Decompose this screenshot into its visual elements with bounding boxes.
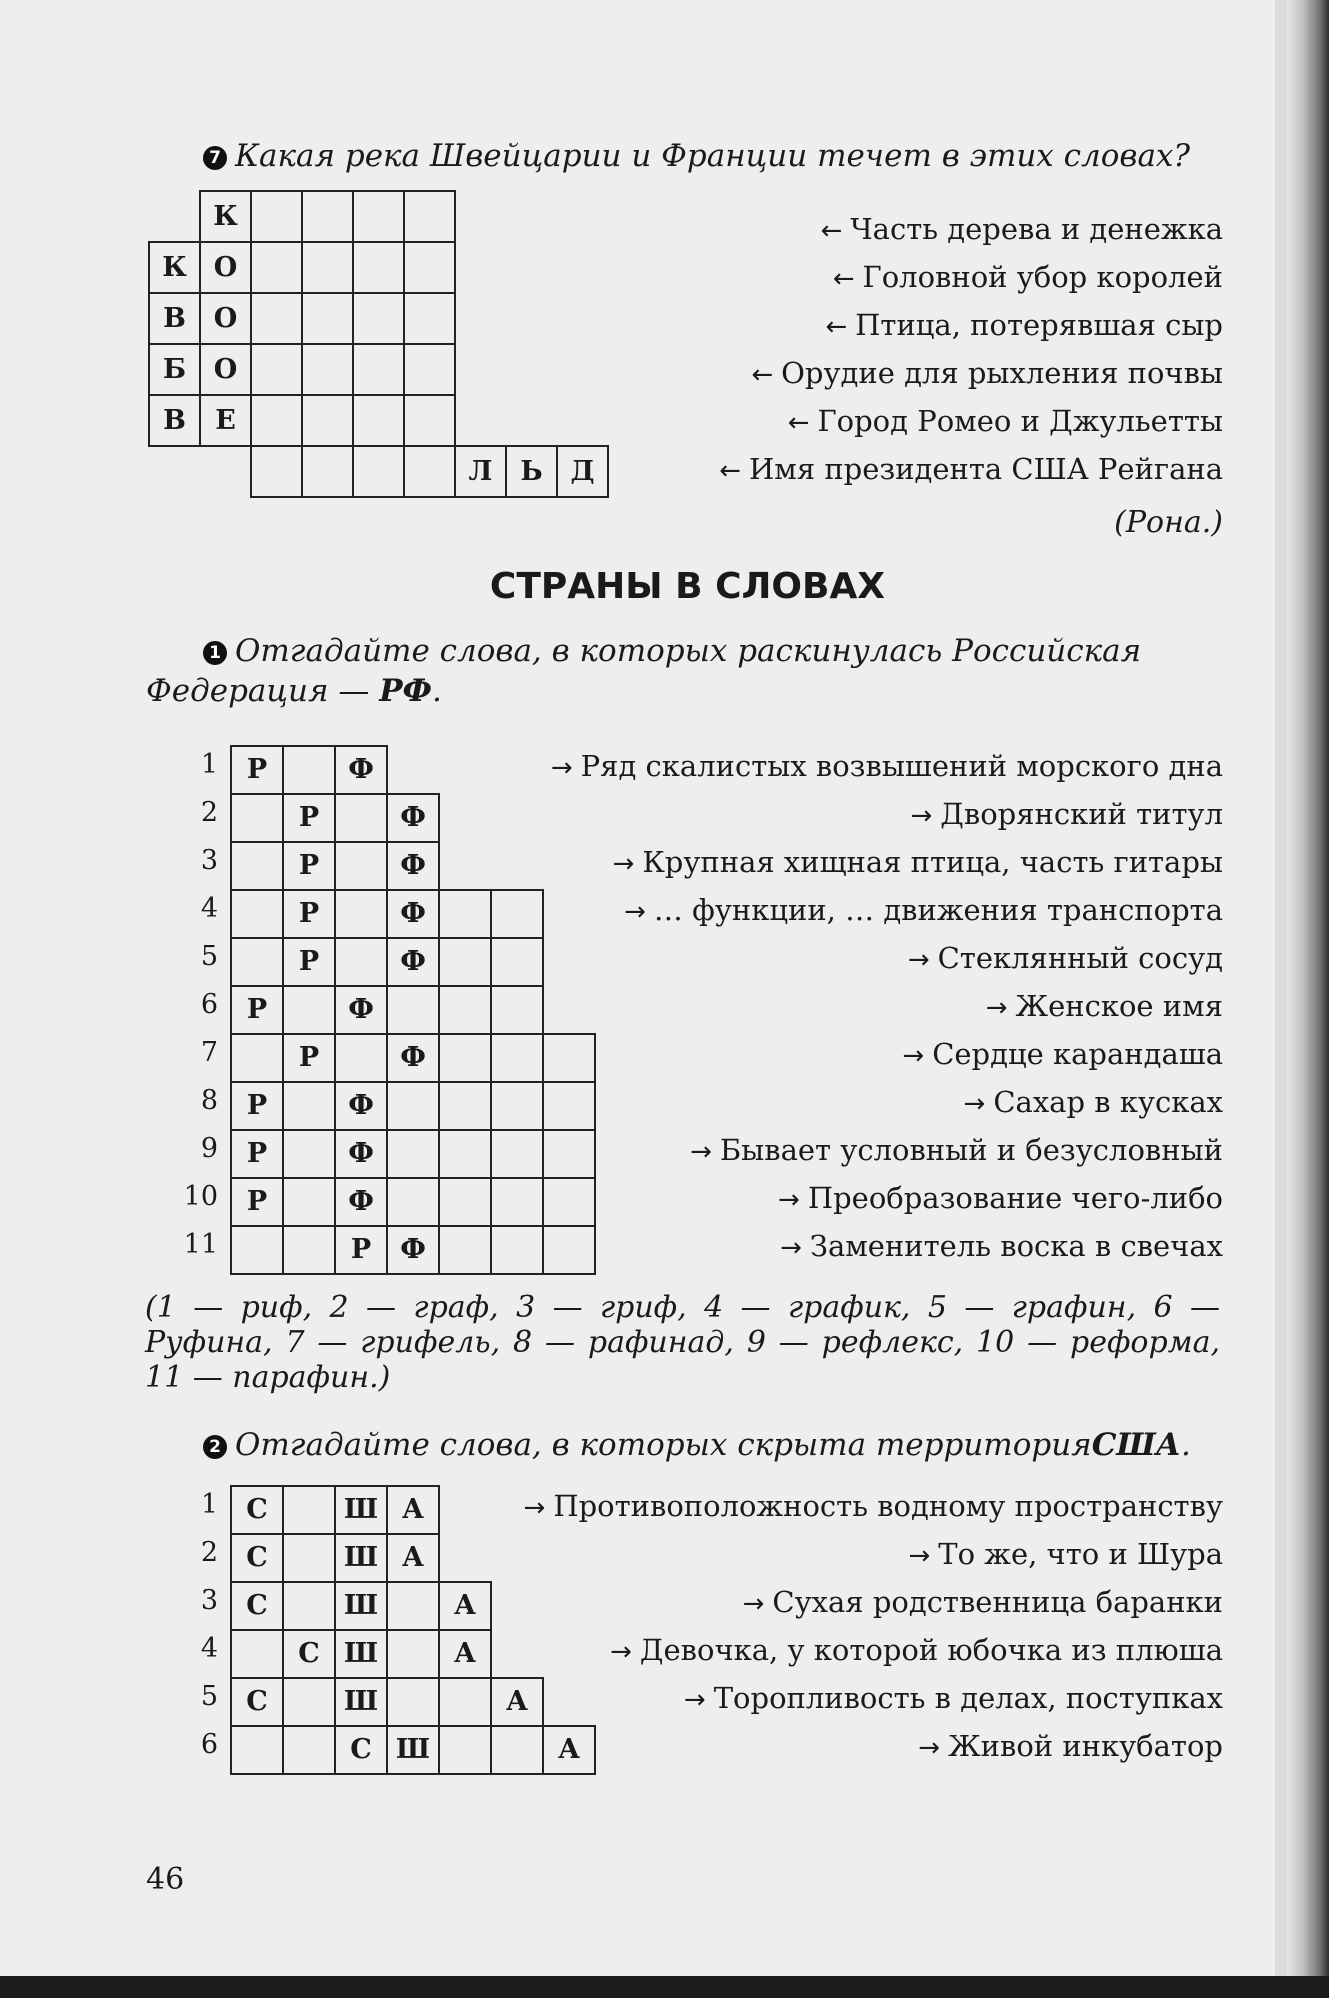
q7-grid-cell (301, 343, 354, 396)
q1-clue (690, 1133, 1223, 1167)
page-number: 46 (146, 1862, 185, 1897)
q2-grid-cell: А (542, 1725, 596, 1775)
q1-row-number: 10 (183, 1181, 218, 1212)
q1-grid-cell: Ф (386, 1225, 440, 1275)
q2-clue (684, 1681, 1223, 1715)
q2-row-number: 3 (200, 1585, 218, 1616)
q1-grid-cell: Р (230, 1129, 284, 1179)
q1-grid-cell: Ф (386, 937, 440, 987)
q7-grid-cell (352, 394, 405, 447)
q1-grid-cell (542, 1033, 596, 1083)
arrow-right-icon: → (690, 1137, 712, 1167)
q1-grid-cell (386, 1081, 440, 1131)
q1-grid-cell (438, 937, 492, 987)
arrow-left-icon: ← (787, 408, 810, 438)
q1-grid-cell (542, 1129, 596, 1179)
q1-grid-cell (334, 889, 388, 939)
q1-grid-cell (490, 937, 544, 987)
q7-clue (751, 356, 1223, 390)
q1-grid-cell: Р (230, 1177, 284, 1227)
q1-heading-line1 (203, 633, 1141, 669)
q1-grid-cell (230, 937, 284, 987)
arrow-right-icon: → (612, 849, 635, 879)
clue-text: Ряд скалистых возвышений морского дна (580, 749, 1223, 783)
clue-text: Девочка, у которой юбочка из плюша (639, 1633, 1223, 1667)
q1-clue (778, 1181, 1223, 1215)
q2-heading (203, 1427, 1191, 1463)
q1-grid-cell: Р (334, 1225, 388, 1275)
q1-row-number: 5 (200, 941, 218, 972)
q2-clue (743, 1585, 1223, 1619)
q1-grid-cell (490, 1225, 544, 1275)
q7-clue-text: Птица, потерявшая сыр (855, 308, 1223, 342)
arrow-right-icon: → (624, 897, 646, 927)
q1-grid-cell (282, 1225, 336, 1275)
q2-grid-cell: А (438, 1629, 492, 1679)
q2-grid-cell: С (230, 1677, 284, 1727)
q1-grid-cell (490, 1033, 544, 1083)
q7-grid-cell (403, 292, 456, 345)
q2-row-number: 2 (200, 1537, 218, 1568)
q1-row-number: 7 (200, 1037, 218, 1068)
q1-row-number: 9 (200, 1133, 218, 1164)
q1-grid-cell: Ф (334, 1177, 388, 1227)
q1-number: 1 (203, 641, 227, 665)
q7-grid-cell: О (199, 241, 252, 294)
q7-clue (788, 404, 1223, 438)
q1-grid-cell (438, 1081, 492, 1131)
q1-row-number: 8 (200, 1085, 218, 1116)
q7-clue (825, 308, 1223, 342)
q2-grid-cell: Ш (334, 1677, 388, 1727)
q1-grid-cell (438, 889, 492, 939)
q2-grid-cell (282, 1581, 336, 1631)
q1-clue (902, 1037, 1223, 1071)
arrow-right-icon: → (908, 1541, 931, 1571)
q2-grid-cell: Ш (334, 1629, 388, 1679)
q7-grid-cell: В (148, 394, 201, 447)
clue-text: Противоположность водному пространству (553, 1489, 1223, 1523)
q2-grid-cell: Ш (386, 1725, 440, 1775)
q7-grid-cell (403, 241, 456, 294)
q1-grid-cell: Р (282, 841, 336, 891)
q1-grid-cell: Ф (334, 1081, 388, 1131)
arrow-left-icon: ← (751, 360, 774, 390)
q7-clue (820, 212, 1223, 246)
q1-grid-cell (490, 1177, 544, 1227)
q7-grid-cell (352, 292, 405, 345)
q1-row-number: 2 (200, 797, 218, 828)
q7-clue-text: Город Ромео и Джульетты (817, 404, 1223, 438)
clue-text: Заменитель воска в свечах (809, 1229, 1223, 1263)
q2-grid-cell (282, 1677, 336, 1727)
q1-grid-cell: Ф (386, 841, 440, 891)
q1-grid-cell (282, 1177, 336, 1227)
q7-grid-cell (352, 241, 405, 294)
q2-grid-cell: Ш (334, 1485, 388, 1535)
page-edge-shadow (1287, 0, 1329, 1998)
q2-clue (610, 1633, 1223, 1667)
clue-text: Сердце карандаша (932, 1037, 1223, 1071)
q2-grid-cell (282, 1485, 336, 1535)
q7-grid-cell (301, 394, 354, 447)
q7-grid-cell: Ь (505, 445, 558, 498)
q2-text: Отгадайте слова, в которых скрыта территория (235, 1427, 1092, 1463)
q2-grid-cell: А (490, 1677, 544, 1727)
q7-grid-cell (301, 445, 354, 498)
q1-grid-cell: Ф (334, 1129, 388, 1179)
q7-grid-cell (403, 343, 456, 396)
q1-grid-cell: Р (282, 889, 336, 939)
q2-grid-cell: С (230, 1533, 284, 1583)
q2-clue (908, 1537, 1223, 1571)
clue-text: Стеклянный сосуд (937, 941, 1223, 975)
q2-text-end: . (1180, 1427, 1191, 1463)
q1-grid-cell (542, 1081, 596, 1131)
q7-grid-cell (403, 394, 456, 447)
q1-grid-cell (386, 985, 440, 1035)
q1-grid-cell (386, 1177, 440, 1227)
q1-grid-cell: Ф (386, 793, 440, 843)
q1-grid-cell: Р (282, 1033, 336, 1083)
arrow-left-icon: ← (825, 312, 848, 342)
q2-grid-cell: С (230, 1581, 284, 1631)
q2-grid-cell: С (230, 1485, 284, 1535)
q1-grid-cell (386, 1129, 440, 1179)
q1-grid-cell (230, 889, 284, 939)
q2-grid-cell (386, 1581, 440, 1631)
q1-grid-cell (334, 841, 388, 891)
q7-clue-text: Орудие для рыхления почвы (781, 356, 1223, 390)
arrow-right-icon: → (918, 1733, 941, 1763)
q2-grid-cell (438, 1677, 492, 1727)
q7-clue (719, 452, 1223, 486)
clue-text: Крупная хищная птица, часть гитары (642, 845, 1223, 879)
clue-text: … функции, … движения транспорта (653, 893, 1223, 927)
q1-row-number: 1 (200, 749, 218, 780)
q2-row-number: 4 (200, 1633, 218, 1664)
q7-grid-cell (301, 292, 354, 345)
clue-text: Сухая родственница баранки (772, 1585, 1223, 1619)
q2-grid-cell: А (386, 1485, 440, 1535)
q2-text-bold: США (1091, 1427, 1181, 1463)
q7-grid-cell (250, 190, 303, 243)
q7-grid-cell (301, 190, 354, 243)
q1-grid-cell (230, 1225, 284, 1275)
q1-grid-cell (438, 1225, 492, 1275)
q7-grid-cell: Б (148, 343, 201, 396)
q1-grid-cell (542, 1225, 596, 1275)
q1-grid-cell (542, 1177, 596, 1227)
q7-clue-text: Имя президента США Рейгана (748, 452, 1223, 486)
clue-text: То же, что и Шура (938, 1537, 1223, 1571)
arrow-right-icon: → (742, 1589, 765, 1619)
clue-text: Сахар в кусках (993, 1085, 1223, 1119)
q2-grid-cell: А (386, 1533, 440, 1583)
q7-grid-cell (403, 190, 456, 243)
clue-text: Живой инкубатор (948, 1729, 1223, 1763)
q7-grid-cell (250, 241, 303, 294)
arrow-right-icon: → (778, 1185, 800, 1215)
q7-grid-cell (250, 445, 303, 498)
q1-answers: (1 — риф, 2 — граф, 3 — гриф, 4 — график, 5 — графин, 6 — Руфина, 7 — грифель, 8 — рафинад, 9 — рефлекс, 10 — реформа, 11 — парафин.) (145, 1290, 1220, 1395)
q7-grid-cell (403, 445, 456, 498)
arrow-right-icon: → (907, 945, 930, 975)
q7-grid-cell: О (199, 292, 252, 345)
q1-grid-cell: Р (230, 745, 284, 795)
q1-grid-cell (282, 985, 336, 1035)
arrow-right-icon: → (523, 1493, 546, 1523)
arrow-right-icon: → (910, 801, 933, 831)
q2-grid-cell: А (438, 1581, 492, 1631)
q2-clue (918, 1729, 1223, 1763)
q7-grid-cell (250, 292, 303, 345)
q7-clue-text: Часть дерева и денежка (850, 212, 1223, 246)
q7-grid-cell: К (148, 241, 201, 294)
section-title: СТРАНЫ В СЛОВАХ (489, 566, 886, 607)
q1-clue (624, 893, 1223, 927)
q2-grid-cell (230, 1629, 284, 1679)
q1-clue (986, 989, 1223, 1023)
q2-grid-cell (490, 1725, 544, 1775)
arrow-right-icon: → (683, 1685, 706, 1715)
q1-row-number: 6 (200, 989, 218, 1020)
q1-grid-cell (230, 841, 284, 891)
q2-grid-cell (230, 1725, 284, 1775)
q1-grid-cell (282, 1081, 336, 1131)
q1-clue (613, 845, 1223, 879)
q7-heading (203, 138, 1190, 174)
q1-grid-cell: Ф (334, 985, 388, 1035)
q7-grid-cell: В (148, 292, 201, 345)
q1-grid-cell (334, 937, 388, 987)
q1-text-line1: Отгадайте слова, в которых раскинулась Российская (235, 633, 1142, 669)
q1-clue (911, 797, 1224, 831)
q7-grid-cell: Д (556, 445, 609, 498)
q1-grid-cell (438, 1177, 492, 1227)
q7-grid-cell: К (199, 190, 252, 243)
q7-grid-cell (301, 241, 354, 294)
q1-grid-cell: Р (230, 1081, 284, 1131)
q1-grid-cell: Р (230, 985, 284, 1035)
q2-grid-cell (386, 1677, 440, 1727)
arrow-right-icon: → (610, 1637, 632, 1667)
arrow-right-icon: → (902, 1041, 925, 1071)
q1-clue (964, 1085, 1223, 1119)
clue-text: Бывает условный и безусловный (719, 1133, 1223, 1167)
q2-grid-cell: С (334, 1725, 388, 1775)
q1-grid-cell: Р (282, 793, 336, 843)
q7-grid-cell: Е (199, 394, 252, 447)
q2-number: 2 (203, 1435, 227, 1459)
q1-grid-cell (334, 793, 388, 843)
q2-grid-cell (282, 1725, 336, 1775)
q1-grid-cell (438, 985, 492, 1035)
clue-text: Женское имя (1015, 989, 1223, 1023)
clue-text: Преобразование чего-либо (807, 1181, 1223, 1215)
q7-text: Какая река Швейцарии и Франции течет в этих словах? (235, 138, 1191, 174)
q1-clue (908, 941, 1223, 975)
q2-grid-cell (282, 1533, 336, 1583)
q1-grid-cell (490, 889, 544, 939)
q1-grid-cell: Ф (386, 1033, 440, 1083)
arrow-left-icon: ← (719, 456, 741, 486)
q1-grid-cell: Ф (386, 889, 440, 939)
q1-row-number: 4 (200, 893, 218, 924)
q1-grid-cell (490, 1129, 544, 1179)
q1-grid-cell (334, 1033, 388, 1083)
q2-grid-cell (438, 1725, 492, 1775)
q1-grid-cell (230, 1033, 284, 1083)
q7-grid-cell: О (199, 343, 252, 396)
q1-grid-cell: Ф (334, 745, 388, 795)
q1-text-line2: Федерация — (146, 673, 370, 709)
q1-grid-cell (230, 793, 284, 843)
q7-hint: (Рона.) (1114, 505, 1223, 540)
clue-text: Дворянский титул (940, 797, 1223, 831)
arrow-right-icon: → (780, 1233, 802, 1263)
q2-clue (524, 1489, 1223, 1523)
q1-grid-cell (490, 1081, 544, 1131)
q7-grid-cell (352, 343, 405, 396)
bottom-scan-border (0, 1976, 1329, 1998)
q1-heading-line2 (146, 673, 442, 709)
q2-grid-cell: Ш (334, 1581, 388, 1631)
q1-clue (551, 749, 1223, 783)
q7-grid-cell (352, 190, 405, 243)
q7-grid-cell (250, 343, 303, 396)
q1-grid-cell: Р (282, 937, 336, 987)
q1-grid-cell (282, 745, 336, 795)
q7-clue-text: Головной убор королей (862, 260, 1223, 294)
q7-grid-cell (352, 445, 405, 498)
q7-grid-cell: Л (454, 445, 507, 498)
q2-grid-cell: Ш (334, 1533, 388, 1583)
q7-clue (833, 260, 1223, 294)
q2-row-number: 6 (200, 1729, 218, 1760)
clue-text: Торопливость в делах, поступках (713, 1681, 1223, 1715)
q2-grid-cell: С (282, 1629, 336, 1679)
q1-text-bold: РФ (379, 673, 432, 709)
q1-clue (780, 1229, 1223, 1263)
arrow-right-icon: → (985, 993, 1008, 1023)
q2-grid-cell (386, 1629, 440, 1679)
arrow-left-icon: ← (820, 216, 843, 246)
q1-row-number: 11 (183, 1229, 218, 1260)
q1-grid-cell (490, 985, 544, 1035)
q7-number: 7 (203, 146, 227, 170)
arrow-right-icon: → (963, 1089, 986, 1119)
q1-text-end: . (431, 673, 442, 709)
q1-grid-cell (438, 1129, 492, 1179)
arrow-left-icon: ← (832, 264, 855, 294)
q2-row-number: 5 (200, 1681, 218, 1712)
arrow-right-icon: → (550, 753, 573, 783)
q1-row-number: 3 (200, 845, 218, 876)
q1-grid-cell (438, 1033, 492, 1083)
q1-grid-cell (282, 1129, 336, 1179)
q2-row-number: 1 (200, 1489, 218, 1520)
q7-grid-cell (250, 394, 303, 447)
